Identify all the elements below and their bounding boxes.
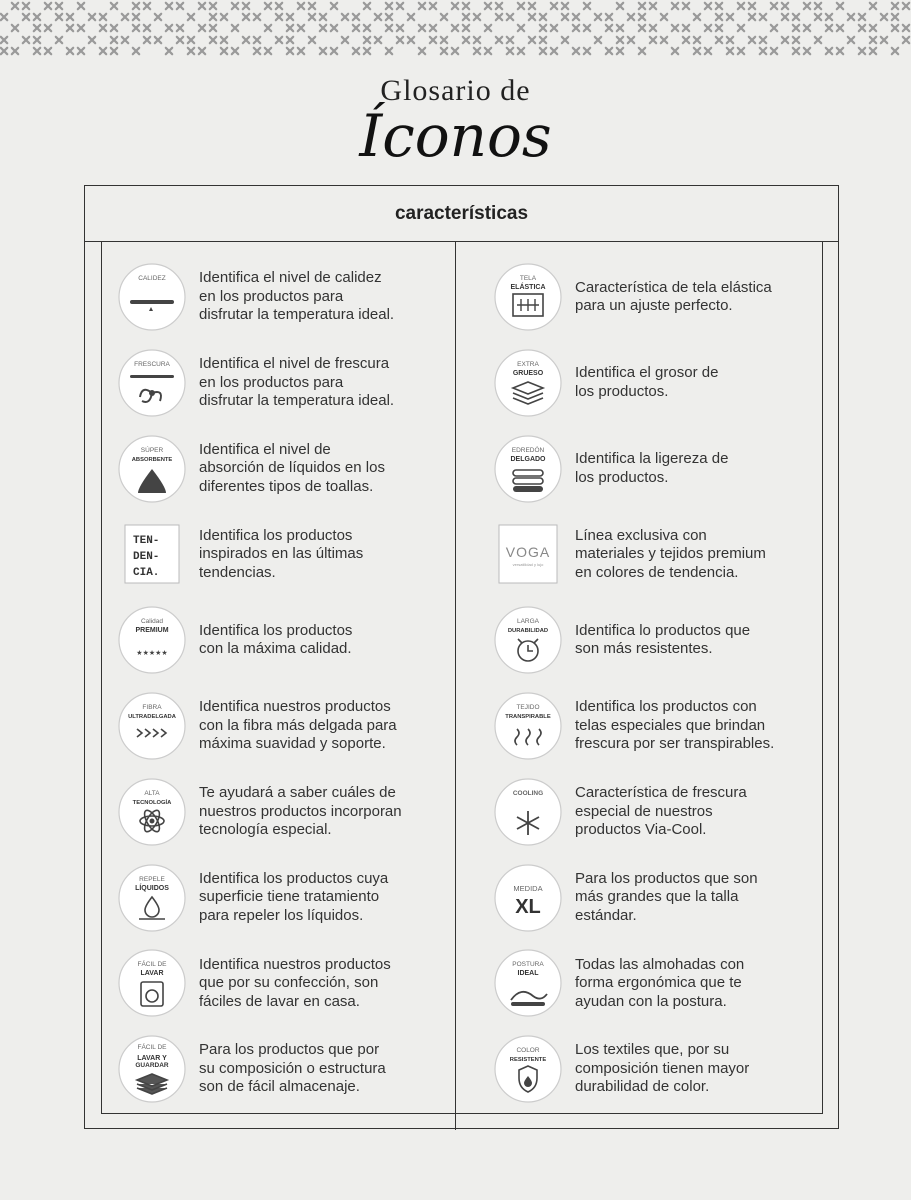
glossary-item-description: Identifica los productos con la máxima calidad. [199,621,353,658]
facil-de-lavar-y-guardar-icon [117,1034,187,1104]
glossary-item-description: Los textiles que, por su composición tienen mayor durabilidad de color. [575,1041,750,1096]
icon-label: LARGA [516,618,540,626]
icon-label: versatilidad y lujo [512,562,544,568]
glossary-item [493,859,758,937]
glossary-item-description: Identifica lo productos que son más resistentes. [575,621,751,658]
glossary-item [117,430,385,508]
glossary-item [493,601,750,679]
frescura-icon [117,348,187,418]
glossary-item [117,859,388,937]
icon-label: LAVAR Y [137,1055,167,1063]
glossary-item-description: Línea exclusiva con materiales y tejidos premium en colores de tendencia. [575,526,766,581]
icon-label: LÍQUIDOS [135,884,169,892]
icon-label: IDEAL [517,970,539,978]
icon-label: ULTRADELGADA [128,714,176,720]
icon-label: DELGADO [510,455,546,463]
glossary-item [117,515,363,593]
glossary-item [117,773,402,851]
icon-label: ABSORBENTE [131,456,173,463]
glossary-item [493,344,718,422]
icon-label: VOGA [505,544,551,561]
svg-text:★★★★★: ★★★★★ [136,650,168,658]
icon-label: GRUESO [512,369,544,377]
color-resistente-icon [493,1034,563,1104]
edredon-delgado-icon [493,434,563,504]
glossary-item [117,687,397,765]
glossary-item-description: Identifica nuestros productos que por su confección, son fáciles de lavar en casa. [199,955,391,1010]
section-title: características [85,186,838,242]
glossary-item [493,773,747,851]
icon-label: TECNOLOGÍA [132,799,172,806]
glossary-item-description: Te ayudará a saber cuáles de nuestros productos incorporan tecnología especial. [199,784,402,839]
medida-xl-icon [493,863,563,933]
cross-stitch-pattern [0,0,911,60]
glossary-item [117,944,391,1022]
icon-label: ALTA [144,789,160,797]
glossary-item-description: Para los productos que por su composición o estructura son de fácil almacenaje. [199,1041,386,1096]
icon-label: FÁCIL DE [137,961,167,969]
icon-label: XL [515,895,541,918]
facil-de-lavar-icon [117,948,187,1018]
glossary-item [493,1030,749,1108]
glossary-item-description: Identifica el nivel de calidez en los productos para disfrutar la temperatura ideal. [199,269,395,324]
tendencia-icon [117,519,187,589]
alta-tecnologia-icon [117,777,187,847]
glossary-item-description: Identifica el grosor de los productos. [575,364,719,400]
icon-label: DURABILIDAD [507,628,549,635]
voga-icon [493,519,563,589]
icon-label: COOLING [512,789,544,797]
icon-label: POSTURA [512,961,544,969]
icon-label: FRESCURA [134,360,170,368]
glossary-item-description: Identifica nuestros productos con la fibra más delgada para máxima suavidad y soporte. [199,698,397,753]
glossary-item [117,601,352,679]
calidad-premium-icon [117,605,187,675]
icon-label: DEN- [133,551,160,564]
icon-label: TEN- [133,535,160,548]
larga-durabilidad-icon [493,605,563,675]
glossary-item-description: Todas las almohadas con forma ergonómica que te ayudan con la postura. [575,955,745,1010]
icon-label: LAVAR [140,970,164,978]
glossary-item [493,687,774,765]
glossary-item-description: Identifica los productos con telas especiales que brindan frescura por ser transpirables. [575,698,775,753]
cooling-icon [493,777,563,847]
icon-label: EDREDÓN [511,446,545,454]
icon-label: REPELE [139,875,165,883]
glossary-heading: Glosario de [380,74,531,107]
icon-label: CALIDEZ [138,275,166,282]
tejido-transpirable-icon [493,691,563,761]
glossary-item [493,944,744,1022]
glossary-item-description: Identifica los productos cuya superficie tiene tratamiento para repeler los líquidos. [199,869,389,924]
glossary-item [493,258,772,336]
postura-ideal-icon [493,948,563,1018]
extra-grueso-icon [493,348,563,418]
repele-liquidos-icon [117,863,187,933]
glossary-item-description: Característica de tela elástica para un ajuste perfecto. [575,278,772,314]
icon-label: MEDIDA [513,883,543,893]
glossary-item-description: Identifica el nivel de absorción de líquidos en los diferentes tipos de toallas. [199,440,385,495]
column-divider [455,241,456,1130]
icon-label: TRANSPIRABLE [505,714,551,720]
glossary-item-description: Identifica el nivel de frescura en los productos para disfrutar la temperatura ideal. [199,355,395,410]
icon-label: TEJIDO [516,704,540,711]
glossary-item [117,1030,386,1108]
tela-elastica-icon [493,262,563,332]
glossary-item [493,515,766,593]
glossary-item [117,258,394,336]
icon-label: GUARDAR [135,1062,169,1070]
icon-label: Calidad [140,618,164,626]
icon-label: CIA. [133,567,160,580]
glossary-item [493,430,728,508]
calidez-icon [117,262,187,332]
icon-label: TELA [519,275,537,282]
icon-label: FÁCIL DE [137,1044,167,1052]
super-absorbente-icon [117,434,187,504]
glossary-item-description: Para los productos que son más grandes que la talla estándar. [575,869,758,924]
icon-label: PREMIUM [135,627,169,635]
icon-label: ELÁSTICA [510,284,546,291]
glossary-item-description: Identifica la ligereza de los productos. [575,450,729,486]
glossary-item-description: Identifica los productos inspirados en las últimas tendencias. [199,526,364,581]
icon-label: FIBRA [142,704,162,711]
icon-label: RESISTENTE [509,1057,547,1064]
icon-label: SÚPER [140,446,164,454]
icons-heading: Íconos [359,102,552,170]
fibra-ultradelgada-icon [117,691,187,761]
glossary-item [117,344,394,422]
glossary-item-description: Característica de frescura especial de nuestros productos Via-Cool. [575,784,747,839]
icon-label: COLOR [516,1047,540,1055]
icon-label: EXTRA [517,360,539,368]
